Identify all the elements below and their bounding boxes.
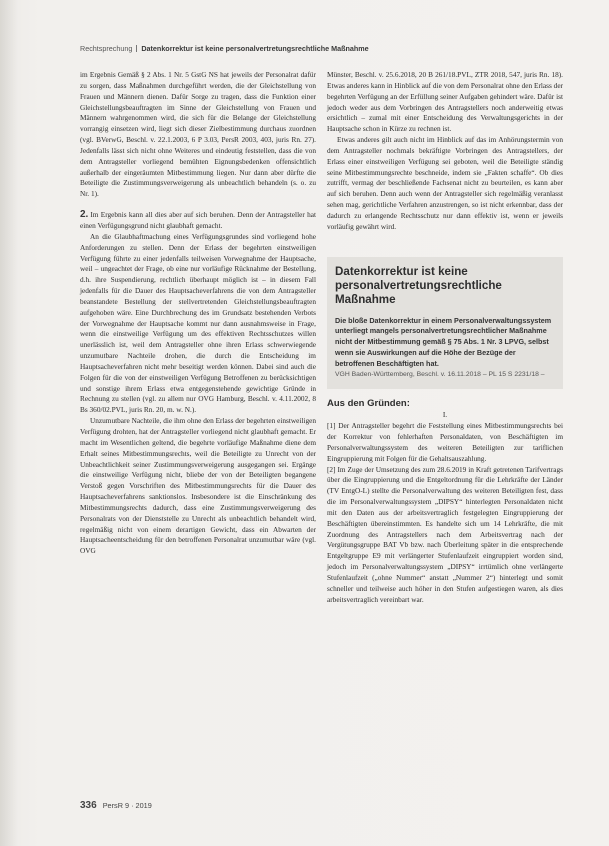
left-paragraph-1: im Ergebnis Gemäß § 2 Abs. 1 Nr. 5 GstG NS hat jeweils der Personalrat dafür zu sorgen, dass Maßnahmen durchgeführt werden, die der Gleichstellung von Frauen und Männern dienen. Dafür Sorge zu tragen, dass die Funktion einer Gleichstellungsbeauftragten im Sinne der Gleichstellung von Frauen und Männern wahrgenommen wird, die sich für die Belange der Gleichstellung vorrangig einsetzen wird, liegt sich dieser Zielbestimmung durchaus zuordnen (vgl. BVerwG, Beschl. v. 22.1.2003, 6 P 3.03, PersR 2003, 403, juris Rn. 27). Jedenfalls lässt sich nicht ohne Weiteres und eindeutig feststellen, dass die von dem Antragsteller vorliegend bemühten Eignungsbedenken offensichtlich außerhalb der eingeräumten Mitbestimmung liegen. Nur dann aber dürfte die Beteiligte die Zustimmungsverweigerung als unbeachtlich behandeln (s. o. zu Nr. 1). — [80, 70, 316, 199]
left-column — [80, 70, 316, 557]
journal-issue: PersR 9 · 2019 — [102, 801, 152, 810]
right-column — [327, 70, 563, 606]
header-section: Rechtsprechung — [80, 44, 133, 53]
grounds-heading: Aus den Gründen: — [327, 398, 410, 410]
left-paragraph-2 — [80, 210, 316, 232]
roman-numeral: I. — [442, 410, 448, 420]
grounds-paragraph-2: [2] Im Zuge der Umsetzung des zum 28.6.2019 in Kraft getretenen Tarifvertrags über die Eingruppierung und die Entgeltordnung für die Lehrkräfte der Länder (TV EntgO-L) stellte die Personalverwaltung des weiteren Beteiligten fest, dass die im Personalverwaltungssystem „DIPSY“ hinterlegten Personaldaten nicht mit den Daten aus der arbeitsvertraglich festgelegten Eingruppierung der Beschäftigten übereinstimmten. Es handelte sich um 14 Lehrkräfte, die mit Zuordnung des Antragstellers nach dem Arbeitsvertrag nach der Vergütungsgruppe BAT Vb bzw. nach Überleitung später in die entsprechende Entgeltgruppe E9 mit verlängerter Stufenlaufzeit eingruppiert worden sind, jedoch im Personalverwaltungssystem „DIPSY“ irrtümlich ohne verlängerte Stufenlaufzeit („ohne Nummer“ anstatt „Nummer 2“) hinterlegt und somit schneller und teilweise auch höher in den Stufen aufgestiegen waren, als dies arbeitsvertraglich vereinbart war. — [327, 464, 563, 604]
page-number: 336 — [80, 800, 97, 811]
page-footer — [80, 795, 152, 813]
decision-lead: Die bloße Datenkorrektur in einem Personalverwaltungssystem unterliegt mangels personalvertretungsrechtlicher Maßnahme nicht der Mitbestimmung gemäß § 75 Abs. 1 Nr. 3 LPVG, selbst wenn sie Auswirkungen auf die Höhe der Bezüge der betroffenen Beschäftigten hat. — [335, 315, 552, 368]
right-paragraph-1: Münster, Beschl. v. 25.6.2018, 20 B 261/18.PVL, ZTR 2018, 547, juris Rn. 18). Etwas anderes kann in Hinblick auf die von dem Personalrat ohne den Erlass der begehrten Verfügung an der Erfüllung seiner Aufgaben gehindert wäre. Dafür ist jedoch weder aus dem Vorbringen des Antragstellers noch anderweitig etwas ersichtlich – zumal mit einer Entscheidung des Verwaltungsgerichts in der Hauptsache schon in Kürze zu rechnen ist. — [327, 70, 563, 134]
decision-citation: VGH Baden-Württemberg, Beschl. v. 16.11.2018 – PL 15 S 2231/18 – — [335, 370, 545, 378]
decision-infobox — [327, 257, 563, 390]
right-paragraph-2: Etwas anderes gilt auch nicht im Hinblick auf das im Anhörungstermin von dem Antragsteller nochmals bekräftigte Vorbringen des Antragstellers, der Erlass einer einstweiligen Verfügung sei geboten, weil die Beteiligte ständig seine Mitbestimmungsrechte beschneide, indem sie „Fakten schaffe“. Ob dies zutrifft, vermag der beschließende Fachsenat nicht zu beurteilen, es kann aber auf sich beruhen. Denn auch wenn der Antragsteller sich regelmäßig veranlasst sehen mag, gerichtliche Verfahren anzustrengen, so ist nicht erkennbar, dass der dadurch zu erlangende Rechtsschutz nur dann effektiv ist, wenn er jeweils vorläufig gewährt wird. — [327, 135, 563, 231]
left-paragraph-3: An die Glaubhaftmachung eines Verfügungsgrundes sind vorliegend hohe Anforderungen zu stellen. Denn der Erlass der begehrten einstweiligen Verfügung führte zu einer jedenfalls teilweisen Vorwegnahme der Hauptsache, weil – ungeachtet der Frage, ob eine nur vorläufige Rücknahme der Bestellung, d.h. ihre Suspendierung, rechtlich überhaupt möglich ist – in diesem Fall jedenfalls für die Dauer des Hauptsacheverfahrens die von dem Antragsteller beanstandete Bestellung der stellvertretenden Gleichstellungsbeauftragten aufgehoben wäre. Eine Durchbrechung des im Grundsatz bestehenden Verbots der Vorwegnahme der Hauptsache kommt nur dann ausnahmsweise in Frage, wenn die einstweilige Verfügung um des effektiven Rechtsschutzes willen unerlässlich ist, weil dem Antragsteller ohne ihren Erlass schwerwiegende unzumutbare Nachteile drohen, die durch die Entscheidung im Hauptsacheverfahren nicht mehr beseitigt werden können. Dabei sind auch die Folgen für die von der einstweiligen Verfügung Betroffenen zu berücksichtigen und sonstige ihrem Erlass etwa entgegenstehende gewichtige Gründe in Rechnung zu stellen (vgl. zu allem nur OVG Hamburg, Beschl. v. 4.11.2002, 8 Bs 360/02.PVL, juris Rn. 20, m. w. N.). — [80, 231, 316, 415]
section-number: 2. — [80, 209, 89, 221]
header-title: Datenkorrektur ist keine personalvertretungsrechtliche Maßnahme — [141, 44, 369, 53]
left-paragraph-2-text: Im Ergebnis kann all dies aber auf sich beruhen. Denn der Antragsteller hat einen Verfügungsgrund nicht glaubhaft gemacht. — [80, 210, 316, 230]
decision-title: Datenkorrektur ist keine personalvertretungsrechtliche Maßnahme — [335, 264, 502, 306]
running-head — [80, 44, 550, 53]
grounds-paragraph-1: [1] Der Antragsteller begehrt die Feststellung eines Mitbestimmungsrechts bei der Korrektur von fehlerhaften Personaldaten, von Beschäftigten im Personalverwaltungssystem des weiteren Beteiligten zur tariflichen Eingruppierung mit Folgen für die Gehaltsauszahlung. — [327, 421, 563, 463]
left-paragraph-4: Unzumutbare Nachteile, die ihm ohne den Erlass der begehrten einstweiligen Verfügung drohten, hat der Antragsteller vorliegend nicht glaubhaft gemacht. Er macht im Wesentlichen geltend, die begehrte vorläufige Maßnahme diene dem Erhalt seines Mitbestimmungsrechts, weil die Beteiligte zu Unrecht von der Unbeachtlichkeit seiner Zustimmungsverweigerung ausgegangen sei. Ergänge die einstweilige Verfügung nicht, bliebe der von der Beteiligten begangene Verstoß gegen Vorschriften des Mitbestimmungsrechts für die Dauer des Hauptsacheverfahrens sanktionslos. Insbesondere ist die Einschränkung des Mitbestimmungsrechts dadurch, dass eine Zustimmungsverweigerung des Personalrats von der Dienststelle zu Unrecht als unbeachtlich behandelt wird, regelmäßig nicht von einem derartigen Gewicht, dass ein Abwarten der Hauptsacheentscheidung für den betroffenen Personalrat unzumutbar wäre (vgl. OVG — [80, 416, 316, 556]
header-separator — [136, 45, 137, 52]
